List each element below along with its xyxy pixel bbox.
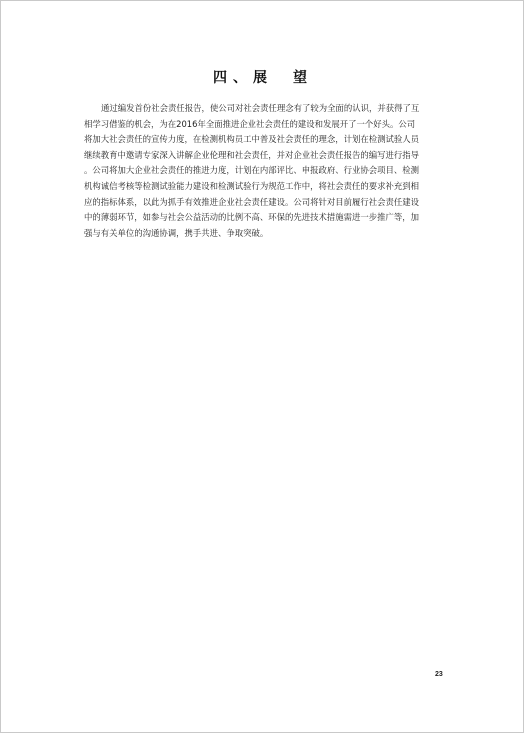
body-paragraph bbox=[84, 101, 446, 241]
paragraph-line: 强与有关单位的沟通协调，携手共进、争取突破。 bbox=[84, 227, 269, 238]
paragraph-line: 通过编发首份社会责任报告，使公司对社会责任理念有了较为全面的认识，并获得了互 bbox=[101, 103, 420, 113]
paragraph-line: 中的薄弱环节，如参与社会公益活动的比例不高、环保的先进技术措施需进一步推广等，加 bbox=[84, 212, 419, 223]
paragraph-line: 机构诚信考核等检测试验能力建设和检测试验行为规范工作中，将社会责任的要求补充到相 bbox=[84, 180, 419, 191]
page-number: 23 bbox=[435, 671, 443, 678]
paragraph-line: 将加大社会责任的宣传力度，在检测机构员工中普及社会责任的理念，计划在检测试验人员 bbox=[84, 134, 419, 145]
section-title: 四、展 望 bbox=[213, 70, 313, 86]
paragraph-line: 应的指标体系，以此为抓手有效推进企业社会责任建设。公司将针对目前履行社会责任建设 bbox=[84, 196, 419, 207]
paragraph-line: 继续教育中邀请专家深入讲解企业伦理和社会责任，并对企业社会责任报告的编写进行指导 bbox=[84, 149, 419, 160]
paragraph-line: 。公司将加大企业社会责任的推进力度，计划在内部评比、申报政府、行业协会项目、检测 bbox=[84, 165, 419, 176]
paragraph-line: 相学习借鉴的机会，为在2016年全面推进企业社会责任的建设和发展开了一个好头。公司 bbox=[84, 118, 416, 129]
